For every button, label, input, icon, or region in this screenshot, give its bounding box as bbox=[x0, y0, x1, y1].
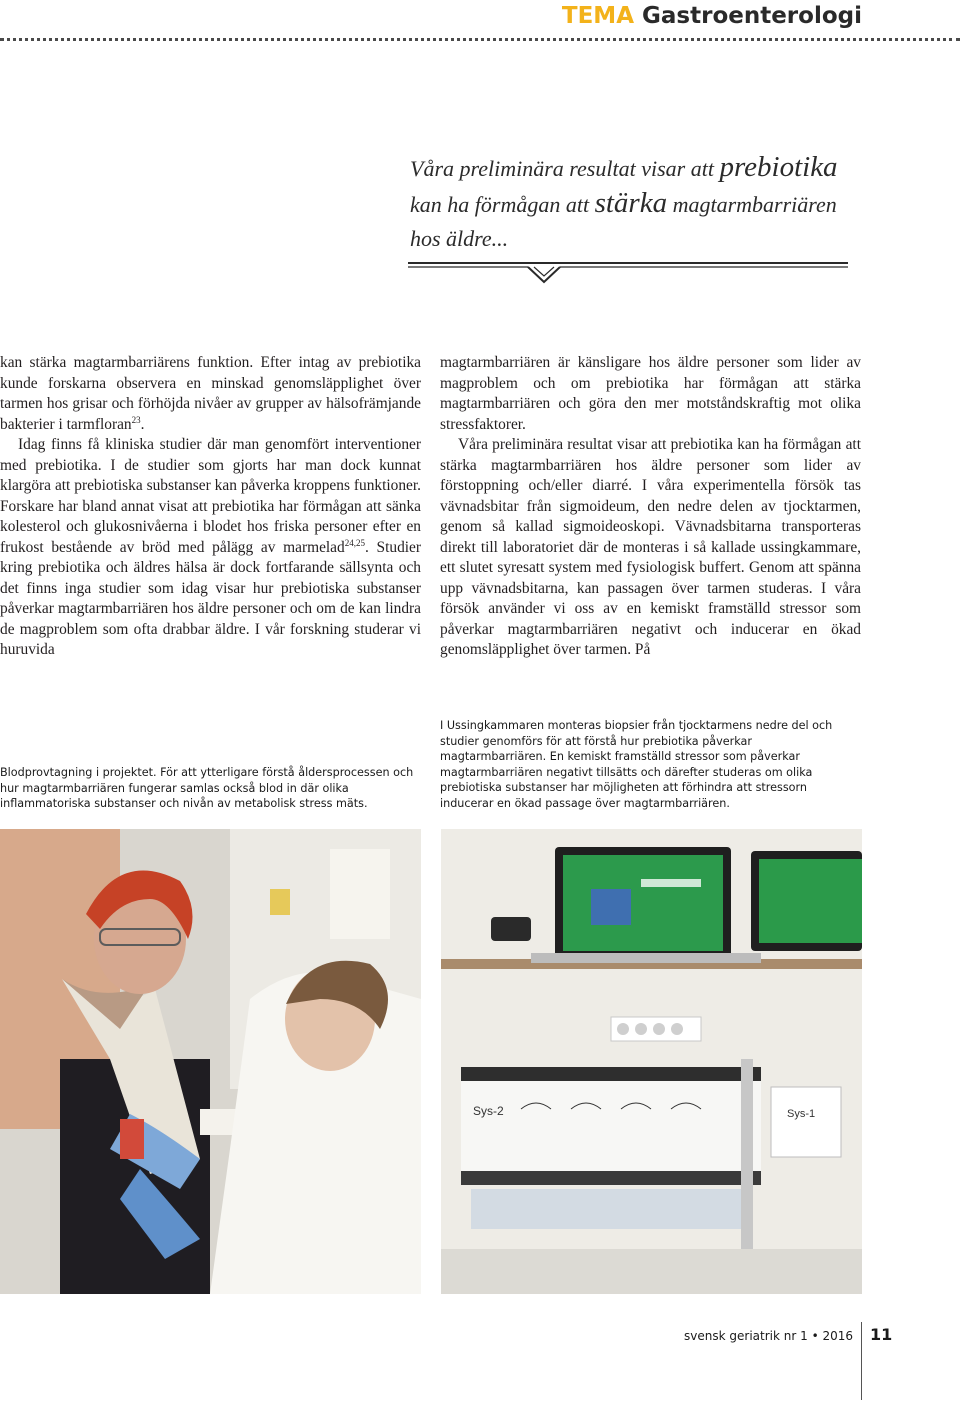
pull-quote bbox=[410, 150, 850, 256]
pullquote-text: hos äldre... bbox=[410, 226, 509, 251]
tema-label: TEMA bbox=[561, 3, 634, 29]
blood-sampling-photo bbox=[0, 829, 421, 1294]
header-dotted-rule bbox=[0, 38, 960, 41]
section-title bbox=[562, 3, 862, 29]
section-name: Gastroenterologi bbox=[642, 3, 862, 29]
lab-station-label: Sys-1 bbox=[787, 1108, 816, 1120]
page-header bbox=[0, 0, 960, 40]
pullquote-emphasis: stärka bbox=[594, 187, 668, 219]
pullquote-divider bbox=[408, 260, 848, 286]
body-paragraph: magtarmbarriären är känsligare hos äldre personer som lider av magproblem och om prebiotika har förmågan att stärka magtarmbarriären och göra den mer motståndskraftig mot olika stressfaktorer. bbox=[440, 354, 861, 433]
ussing-chamber-photo bbox=[441, 829, 862, 1294]
pullquote-text: Våra preliminära resultat visar att bbox=[410, 156, 720, 181]
photo-caption-ussing-chamber: I Ussingkammaren monteras biopsier från tjocktarmens nedre del och studier genomförs för att förstå hur prebiotika påverkar magtarmbarriären. En kemiskt framställd stressor som påverkar magtarmbarriären negativt tillsätts och därefter studeras om olika prebiotiska substanser har möjligheten att förhindra att stressorn inducerar en ökad passage över magtarmbarriären. bbox=[440, 719, 833, 810]
pullquote-text: magtarmbarriären bbox=[667, 192, 837, 217]
magazine-issue: svensk geriatrik nr 1 • 2016 bbox=[684, 1329, 853, 1343]
body-paragraph: kan stärka magtarmbarriärens funktion. Efter intag av prebiotika kunde forskarna observera en minskad genomsläpplighet över tarmen hos grisar och förhöjda nivåer av grupper av hälsofrämjande bakterier i tarmfloran$^{23}$. bbox=[0, 354, 421, 433]
lab-station-label: Sys-2 bbox=[473, 1104, 504, 1118]
body-column-left bbox=[0, 353, 421, 661]
footer-divider bbox=[861, 1322, 862, 1400]
body-paragraph: Idag finns få kliniska studier där man genomfört interventioner med prebiotika. I de studier som gjorts har man dock kunnat klargöra att prebiotiska substanser kan påverka kroppens funktioner. Forskare har bland annat visat att prebiotika har förmågan att sänka kolesterol och glukosnivåerna i blodet hos friska personer efter en frukost bestående av bröd med pålägg av marmelad$^{24,25}$. Studier kring prebiotika och äldres hälsa är dock fortfarande sällsynta och det finns inga studier som idag visar hur prebiotiska substanser påverkar magtarmbarriären hos äldre personer och om de kan lindra de magproblem som ofta drabbar äldre. I vår forskning studerar vi huruvida bbox=[0, 436, 422, 658]
reference-number: 24,25 bbox=[344, 537, 365, 548]
pullquote-text: kan ha förmågan att bbox=[410, 192, 595, 217]
page-number: 11 bbox=[870, 1325, 893, 1344]
photo-caption-blood-sampling: Blodprovtagning i projektet. För att ytterligare förstå åldersprocessen och hur magtarmbarriären fungerar samlas också blod in där olika inflammatoriska substanser och nivån av metabolisk stress mäts. bbox=[0, 766, 414, 811]
body-paragraph: Våra preliminära resultat visar att prebiotika kan ha förmågan att stärka magtarmbarriären hos äldre personer som lider av förstoppning och/eller diarré. I våra experimentella försök tas vävnadsbitar från sigmoideum, den nedre delen av tjocktarmen, genom så kallad sigmoideoskopi. Vävnadsbitarna transporteras direkt till laboratoriet där de monteras i så kallade ussingkammare, ett slutet syresatt system med fysiologisk buffert. Genom att spänna upp vävnadsbitarna, kan passagen över tarmen studeras. I våra försök använder vi oss av en kemiskt framställd stressor som påverkar magtarmbarriären negativt och inducerar en ökad genomsläpplighet över tarmen. På bbox=[440, 436, 861, 658]
pullquote-emphasis: prebiotika bbox=[719, 151, 838, 183]
body-column-right bbox=[440, 353, 861, 661]
reference-number: 23 bbox=[131, 414, 141, 425]
